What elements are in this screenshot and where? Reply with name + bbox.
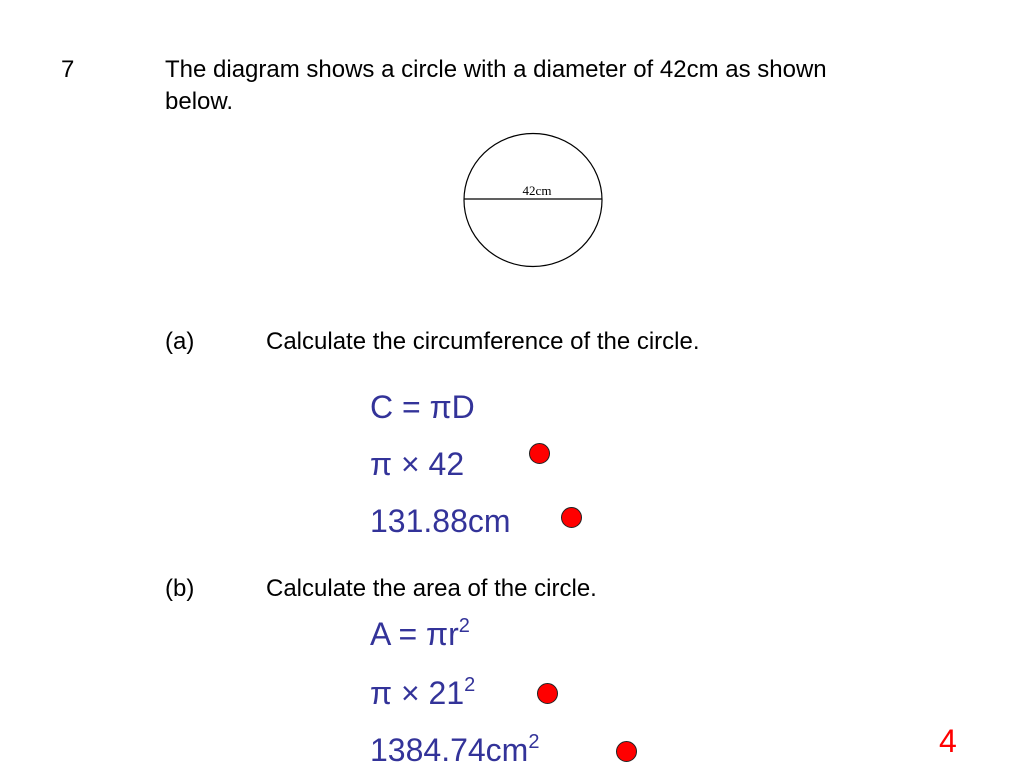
part-a-substitution: π × 42 [370,446,465,482]
part-b-substitution [370,673,475,713]
answer-mark-dot [561,507,582,528]
question-text-line-2: below. [165,88,234,115]
part-b-substitution-exponent: 2 [464,674,476,696]
part-a-label: (a) [165,328,195,355]
question-number: 7 [61,56,75,83]
circle-diagram [460,130,606,270]
method-mark-dot [529,443,550,464]
answer-mark-dot [616,741,637,762]
part-b-answer-base: 1384.74cm [370,732,529,768]
circle-outline [464,134,602,267]
question-text-line-1: The diagram shows a circle with a diameter of 42cm as shown [165,56,827,83]
part-b-answer [370,730,539,770]
part-b-label: (b) [165,575,195,602]
part-b-substitution-base: π × 21 [370,675,465,711]
method-mark-dot [537,683,558,704]
part-b-formula-exponent: 2 [458,615,470,637]
part-a-answer: 131.88cm [370,503,511,539]
diameter-label: 42cm [522,183,552,198]
page-number: 4 [939,723,957,759]
part-a-formula: C = πD [370,389,475,425]
part-b-prompt: Calculate the area of the circle. [266,575,597,602]
part-b-formula-base: A = πr [370,616,459,652]
part-b-formula [370,614,470,654]
part-a-prompt: Calculate the circumference of the circle. [266,328,700,355]
part-b-answer-exponent: 2 [528,731,540,753]
